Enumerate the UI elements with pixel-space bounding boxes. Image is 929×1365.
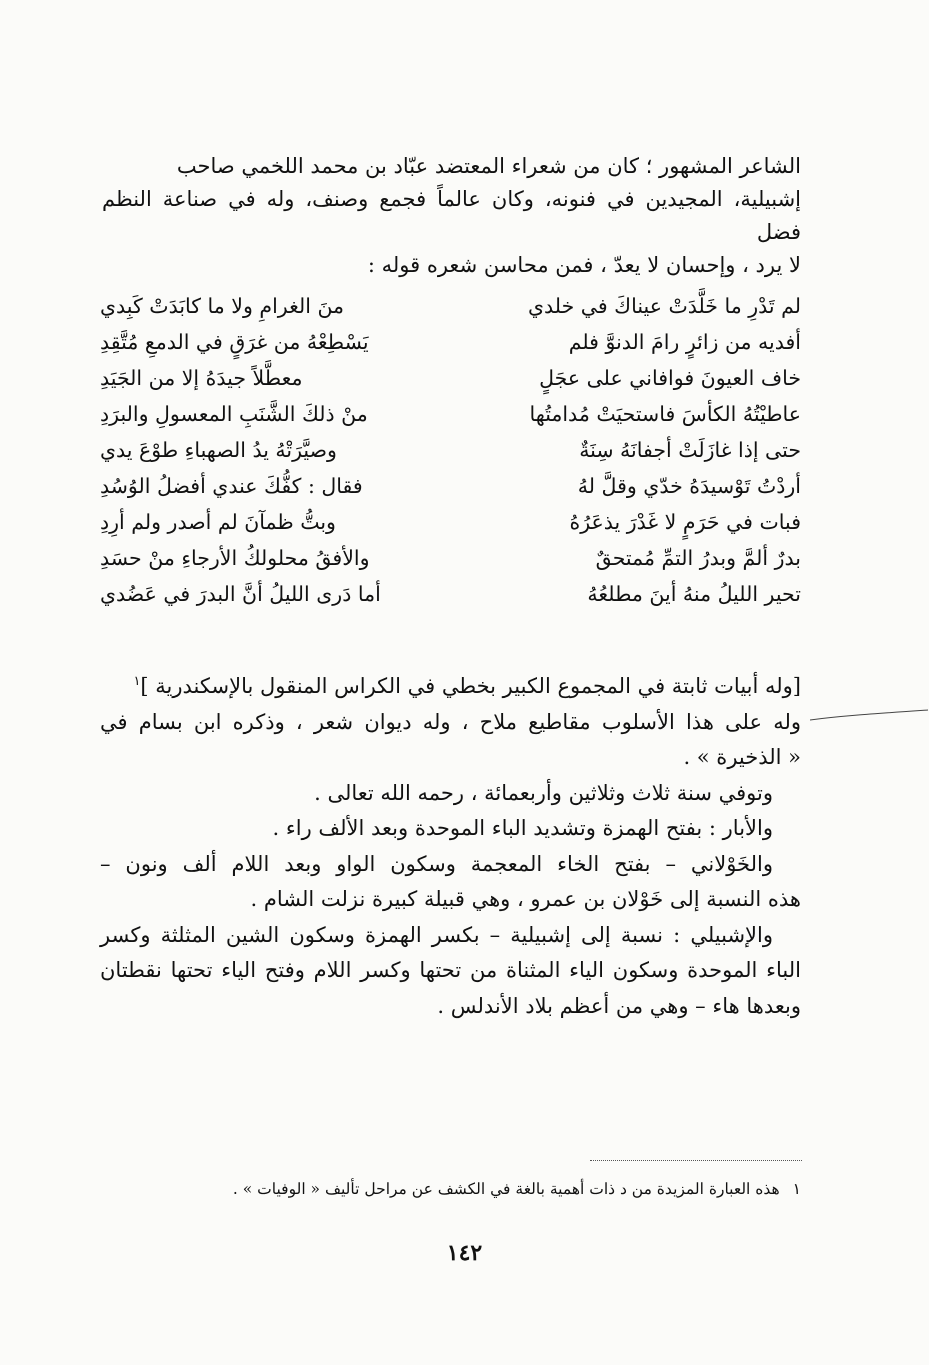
footnote (160, 1180, 801, 1198)
prose-line: والإشبيلي : نسبة إلى إشبيلية – بكسر الهمزة وسكون الشين المثلثة وكسر (100, 922, 773, 947)
verse-first-hemistich: حتى إذا غازَلَتْ أجفانَهُ سِنَةٌ (579, 438, 801, 462)
bracketed-note-line (100, 664, 801, 705)
verse-second-hemistich: معطَّلاً جيدَهُ إلا من الجَيَدِ (100, 366, 303, 390)
verse-second-hemistich: يَسْطِعْهُ من غرَقٍ في الدمعِ مُتَّقِدِ (100, 330, 369, 354)
footnote-divider (590, 1160, 802, 1161)
poem (100, 288, 801, 612)
verse-second-hemistich: والأفقُ محلولكُ الأرجاءِ منْ حسَدِ (100, 546, 370, 570)
verse (100, 540, 801, 576)
intro-line: الشاعر المشهور ؛ كان من شعراء المعتضد عبّاد بن محمد اللخمي صاحب (176, 154, 801, 178)
verse (100, 360, 801, 396)
prose-line: والأبار : بفتح الهمزة وتشديد الباء الموحدة وبعد الألف راء . (272, 816, 773, 840)
verse-first-hemistich: بدرٌ ألمَّ وبدرُ التمِّ مُمتحقٌ (595, 546, 801, 570)
verse-second-hemistich: منَ الغرامِ ولا ما كابَدَتْ كَبِدي (100, 294, 345, 318)
verse-first-hemistich: أفديه من زائرٍ رامَ الدنوَّ فلم (568, 330, 801, 354)
prose-section (100, 664, 801, 1024)
prose-line: الباء الموحدة وسكون الياء المثناة من تحتها وكسر اللام وفتح الياء تحتها نقطتان (100, 958, 801, 982)
verse-first-hemistich: فبات في حَرَمٍ لا غَدْرَ يذعَرُهُ (569, 510, 801, 534)
footnote-text: هذه العبارة المزيدة من د ذات أهمية بالغة في الكشف عن مراحل تأليف « الوفيات » . (232, 1180, 780, 1198)
verse-first-hemistich: لم تَدْرِ ما خَلَّدَتْ عيناكَ في خلدي (528, 294, 801, 318)
verse (100, 576, 801, 612)
verse (100, 396, 801, 432)
intro-line: إشبيلية، المجيدين في فنونه، وكان عالماً فجمع وصنف، وله في صناعة النظم فضل (102, 187, 801, 244)
verse (100, 324, 801, 360)
verse-second-hemistich: منْ ذلكَ الشَّنَبِ المعسولِ والبرَدِ (100, 402, 368, 426)
verse-first-hemistich: أردْتُ تَوْسيدَهُ خدّي وقلَّ لهُ (577, 474, 801, 498)
verse-first-hemistich: تحير الليلُ منهُ أينَ مطلعُهُ (587, 582, 801, 606)
verse-second-hemistich: وبتُّ ظمآنَ لم أصدر ولم أرِدِ (100, 510, 336, 534)
intro-line: لا يرد ، وإحسان لا يعدّ ، فمن محاسن شعره قوله : (367, 253, 801, 277)
verse-first-hemistich: خاف العيونَ فوافاني على عجَلٍ (539, 366, 801, 390)
verse (100, 288, 801, 324)
verse-second-hemistich: أما دَرى الليلُ أنَّ البدرَ في عَضُدي (100, 582, 381, 606)
prose-line: وله على هذا الأسلوب مقاطيع ملاح ، وله ديوان شعر ، وذكره ابن بسام في (100, 709, 801, 734)
prose-line: وبعدها هاء – وهي من أعظم بلاد الأندلس . (437, 993, 801, 1018)
verse (100, 468, 801, 504)
verse-second-hemistich: وصيَّرَتْهُ يدُ الصهباءِ طوْعَ يدي (100, 438, 337, 462)
verse-first-hemistich: عاطيْتُهُ الكأسَ فاستحيَتْ مُدامتُها (529, 402, 801, 426)
bracketed-note: [وله أبيات ثابتة في المجموع الكبير بخطي في الكراس المنقول بالإسكندرية ] (140, 674, 801, 698)
verse (100, 432, 801, 468)
verse-second-hemistich: فقال : كفُّكَ عندي أفضلُ الوُسُدِ (100, 474, 363, 498)
footnote-number: ١ (792, 1180, 801, 1198)
prose-line: « الذخيرة » . (683, 745, 801, 769)
footnote-reference: ١ (133, 674, 141, 689)
verse (100, 504, 801, 540)
prose-line: وتوفي سنة ثلاث وثلاثين وأربعمائة ، رحمه الله تعالى . (314, 780, 773, 805)
intro-paragraph (102, 150, 801, 282)
prose-line: هذه النسبة إلى خَوْلان بن عمرو ، وهي قبيلة كبيرة نزلت الشام . (250, 887, 801, 911)
prose-line: والخَوْلاني – بفتح الخاء المعجمة وسكون الواو وبعد اللام ألف ونون – (100, 851, 773, 876)
page-number: ١٤٢ (446, 1240, 483, 1266)
pen-mark-icon (810, 700, 929, 730)
